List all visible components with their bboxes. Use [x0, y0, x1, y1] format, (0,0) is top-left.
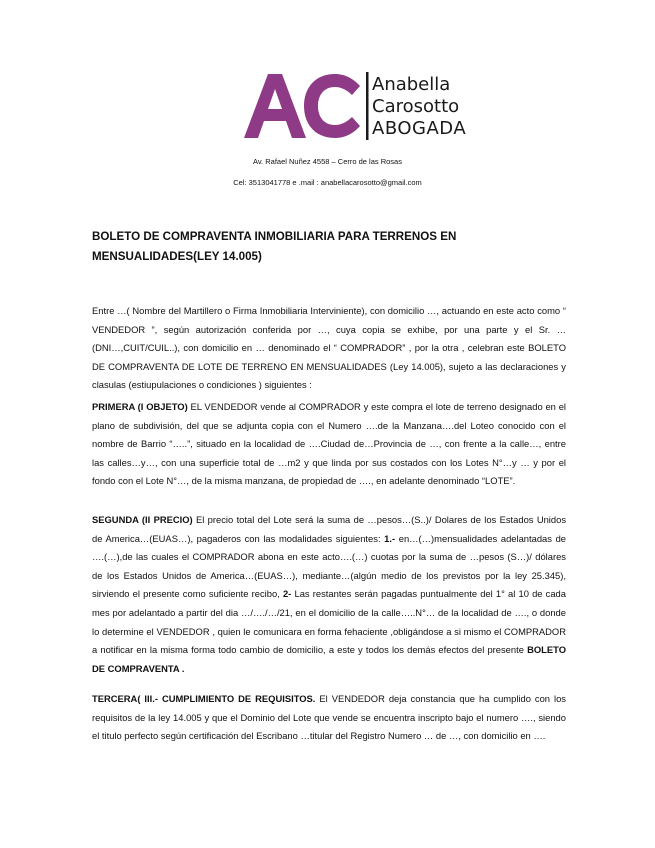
- clause-primera: [92, 398, 566, 491]
- clause-segunda-text2: en…(…)mensualidades adelantadas de ….(…),de las cuales el COMPRADOR abona en este acto….(…) cuotas por la suma de …pesos (S…)/ dólares de los Estados Unidos de America…(EUAS…), mediante…(algún medio de los previstos por la ley 25.345), sirviendo el presente como suficiente recibo,: [92, 532, 566, 600]
- clause-primera-text: EL VENDEDOR vende al COMPRADOR y este compra el lote de terreno designado en el plano de subdivisión, del que se adjunta copia con el Numero ….de la Manzana….del Loteo conocido con el nombre de Barrio “…..”, situado en la localidad de ….Ciudad de…Provincia de …, con frente a la calle…, entre las calles…y…, con una superficie total de …m2 y que linda por sus costados con los Lotes N°…y … y por el fondo con el Lote N°…, de la misma manzana, de propiedad de …., en adelante denominado “LOTE”.: [92, 401, 566, 487]
- contact-address: Av. Rafael Nuñez 4558 – Cerro de las Rosas: [253, 157, 402, 166]
- clause-segunda: [92, 511, 566, 678]
- firm-logo: [242, 66, 472, 146]
- document-heading: BOLETO DE COMPRAVENTA INMOBILIARIA PARA TERRENOS EN MENSUALIDADES(LEY 14.005): [92, 230, 457, 263]
- clause-primera-label: PRIMERA (I OBJETO): [92, 401, 188, 412]
- clause-segunda-num2: 2-: [282, 588, 292, 600]
- logo-last-name: Carosotto: [372, 96, 460, 117]
- clause-tercera-label: TERCERA( III.- CUMPLIMIENTO DE REQUISITOS.: [92, 693, 316, 704]
- logo-title: ABOGADA: [372, 118, 467, 139]
- clause-segunda-label: SEGUNDA (II PRECIO): [92, 514, 193, 525]
- clause-tercera: [92, 690, 566, 746]
- clause-segunda-num1: 1.-: [384, 532, 396, 544]
- ac-monogram: [242, 66, 372, 146]
- monogram-letter-c: [304, 74, 360, 138]
- clause-segunda-end: BOLETO DE COMPRAVENTA .: [92, 644, 566, 674]
- clause-segunda-text: El precio total del Lote será la suma de …pesos…(S..)/ Dolares de los Estados Unidos de America…(EUAS…), pagaderos con las modalidades siguientes:: [92, 514, 567, 544]
- clause-segunda-text3: Las restantes serán pagadas puntualmente del 1° al 10 de cada mes por adelantado a partir del dia …/…./…/21, en el domicilio de la calle…..N°… de la localidad de …., o donde lo determine el VENDEDOR , quien le comunicara en forma fehaciente ,obligándose a si mismo el COMPRADOR a notificar en la misma forma todo cambio de domicilio, a este y todos los demás efectos del presente: [92, 588, 566, 656]
- logo-first-name: Anabella: [372, 74, 451, 95]
- contact-phone-email: Cel: 3513041778 e .mail : anabellacarosotto@gmail.com: [233, 178, 422, 187]
- monogram-letter-a: [244, 74, 306, 138]
- intro-paragraph: Entre …( Nombre del Martillero o Firma Inmobiliaria Interviniente), con domicilio …, actuando en este acto como “ VENDEDOR ”, según autorización conferida por …, cuya copia se exhibe, por una parte y el Sr. … (DNI…,CUIT/CUIL..), con domicilio en … denominado el “ COMPRADOR” , por la otra , celebran este BOLETO DE COMPRAVENTA DE LOTE DE TERRENO EN MENSUALIDADES (Ley 14.005), sujeto a las declaraciones y clasulas (estiupulaciones o condiciones ) siguientes :: [92, 305, 566, 391]
- monogram-divider: [366, 72, 369, 140]
- logo-name-block: [372, 74, 466, 140]
- clause-tercera-text: El VENDEDOR deja constancia que ha cumplido con los requisitos de la ley 14.005 y que el Dominio del Lote que vende se encuentra inscripto bajo el numero …., siendo el titulo perfecto según certificación del Escribano …titular del Registro Numero … de …, con domicilio en ….: [92, 693, 566, 742]
